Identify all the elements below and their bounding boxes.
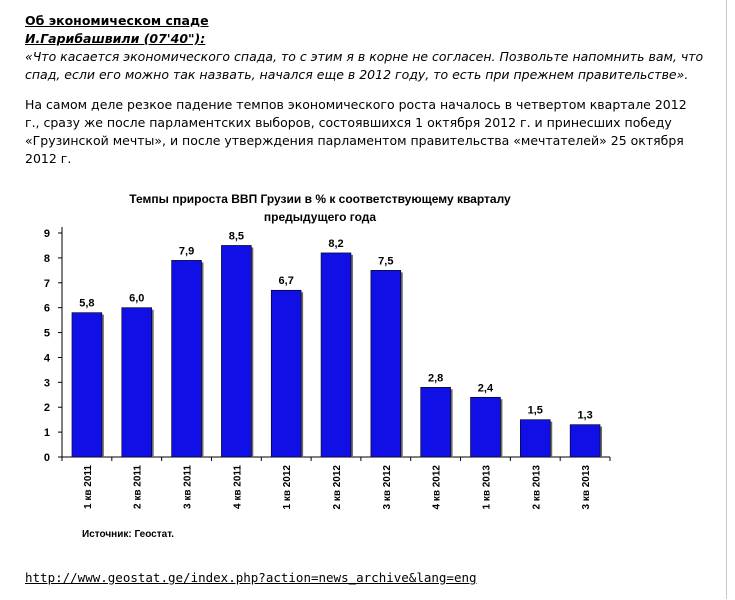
source-link[interactable]: http://www.geostat.ge/index.php?action=news_archive&lang=eng <box>25 570 477 585</box>
data-label: 6,7 <box>278 275 294 288</box>
article <box>25 12 705 168</box>
article-paragraph: На самом деле резкое падение темпов экономического роста началось в четвертом квартале 2012 г., сразу же после парламентских выборов, состоявшихся 1 октября 2012 г. и принесших победу «Грузинской мечты», и после утверждения парламентом правительства «мечтателей» 25 октября 2012 г. <box>25 97 687 166</box>
gdp-growth-chart <box>20 185 620 555</box>
article-heading: Об экономическом спаде <box>25 13 209 28</box>
y-tick-label: 1 <box>43 427 50 440</box>
chart-title-line-2: предыдущего года <box>263 210 377 224</box>
bar <box>520 420 550 457</box>
quote-author: И.Гарибашвили (07'40"): <box>25 31 206 46</box>
data-label: 2,8 <box>427 372 444 385</box>
bar <box>471 397 501 457</box>
bar <box>72 313 102 457</box>
y-tick-label: 9 <box>43 228 50 240</box>
data-label: 8,5 <box>228 230 245 243</box>
bar <box>570 425 600 457</box>
chart-source: Источник: Геостат. <box>82 529 174 540</box>
x-tick-label: 1 кв 2011 <box>82 465 94 509</box>
x-tick-label: 2 кв 2013 <box>531 465 543 510</box>
data-label: 2,4 <box>477 382 494 395</box>
y-tick-label: 6 <box>43 302 50 315</box>
y-tick-label: 7 <box>43 277 50 290</box>
x-tick-label: 1 кв 2013 <box>481 465 493 510</box>
data-label: 1,3 <box>577 409 593 422</box>
x-tick-label: 4 кв 2011 <box>232 465 244 509</box>
data-label: 6,0 <box>129 292 145 305</box>
y-tick-label: 3 <box>43 377 50 390</box>
data-label: 7,5 <box>378 255 394 268</box>
bar <box>172 260 202 457</box>
y-tick-label: 0 <box>43 452 50 464</box>
y-tick-label: 5 <box>43 327 50 340</box>
data-label: 5,8 <box>79 297 95 310</box>
bar <box>122 308 152 457</box>
x-tick-label: 2 кв 2012 <box>332 465 343 510</box>
data-label: 1,5 <box>527 404 543 417</box>
y-tick-label: 2 <box>43 402 50 415</box>
quote-text: «Что касается экономического спада, то с этим я в корне не согласен. Позвольте напомнить вам, что спад, если его можно так назвать, начался еще в 2012 году, то есть при прежнем правительстве». <box>25 49 704 82</box>
bar <box>271 290 301 457</box>
x-tick-label: 3 кв 2012 <box>381 465 393 510</box>
y-tick-label: 8 <box>43 252 50 265</box>
x-tick-label: 3 кв 2013 <box>581 465 593 510</box>
bar <box>321 253 351 457</box>
bar <box>221 245 251 457</box>
x-tick-label: 1 кв 2012 <box>282 465 294 510</box>
data-label: 8,2 <box>328 237 344 250</box>
chart-title-line-1: Темпы прироста ВВП Грузии в % к соответствующему кварталу <box>129 192 511 206</box>
data-label: 7,9 <box>178 245 195 258</box>
bar <box>371 270 401 457</box>
y-tick-label: 4 <box>43 352 50 365</box>
x-tick-label: 2 кв 2011 <box>132 465 144 509</box>
x-tick-label: 4 кв 2012 <box>431 465 443 510</box>
bar <box>421 387 451 457</box>
x-tick-label: 3 кв 2011 <box>182 465 194 509</box>
